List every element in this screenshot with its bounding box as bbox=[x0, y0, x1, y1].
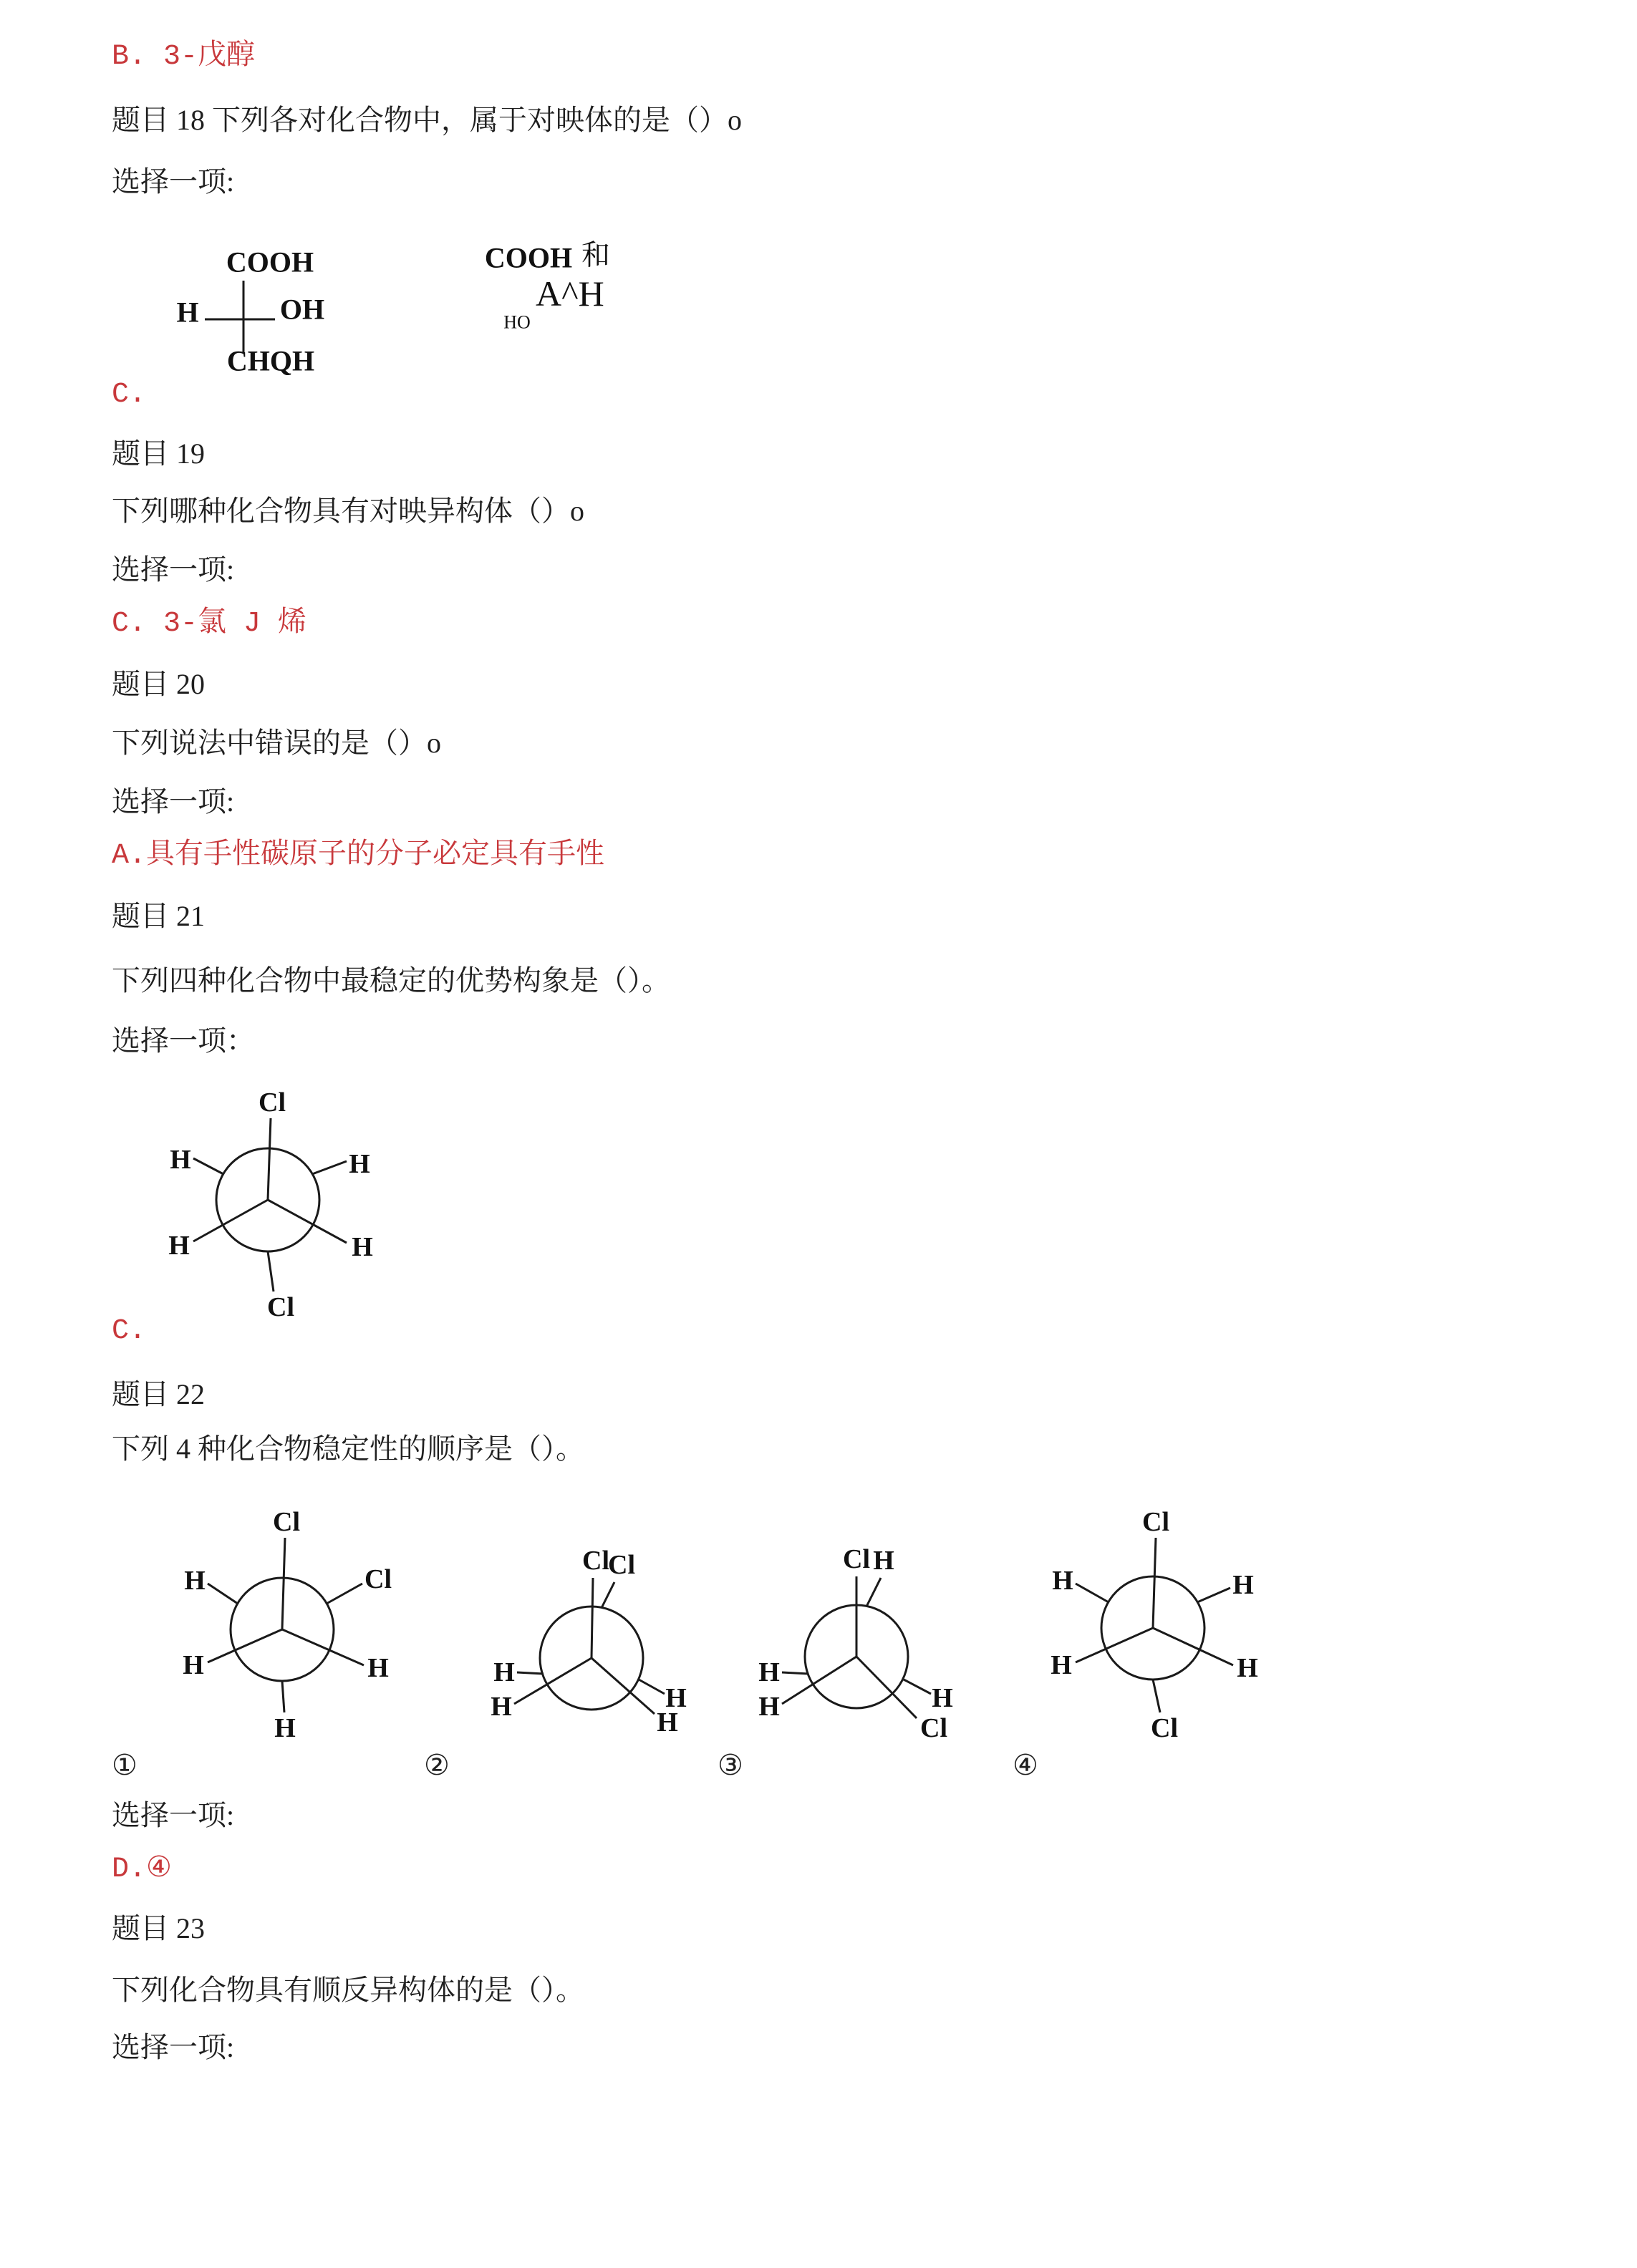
back-bond-top bbox=[602, 1582, 614, 1608]
front-lower-right-atom: H bbox=[1237, 1653, 1258, 1683]
q22-figure-2-number: ② bbox=[424, 1749, 450, 1782]
q18-answer: C. bbox=[112, 379, 147, 411]
back-bond-right bbox=[904, 1680, 931, 1694]
q18-title: 题目 18 下列各对化合物中，属于对映体的是（）o bbox=[112, 104, 742, 136]
q18-prompt: 选择一项: bbox=[112, 165, 235, 198]
right-lower-atom: Cl bbox=[920, 1713, 947, 1743]
q20-stem: 下列说法中错误的是（）o bbox=[112, 727, 441, 759]
second-molecule-top-group: COOH bbox=[484, 241, 573, 274]
front-lower-right-atom: H bbox=[352, 1232, 373, 1262]
right-upper-atom: H bbox=[932, 1683, 953, 1713]
back-bond-upper-right bbox=[1197, 1588, 1230, 1602]
back-bond-bottom bbox=[1153, 1680, 1160, 1712]
back-upper-right-atom: Cl bbox=[364, 1564, 392, 1594]
left-upper-atom: H bbox=[758, 1657, 780, 1687]
back-top-atom: Cl bbox=[608, 1550, 635, 1580]
front-bond-lower-right bbox=[591, 1658, 655, 1714]
back-bond-left bbox=[782, 1672, 808, 1674]
q22-figure-3-number: ③ bbox=[718, 1749, 743, 1782]
q18-fischer-figure bbox=[158, 229, 659, 387]
front-bond-lower-left bbox=[208, 1629, 282, 1662]
front-bond-top bbox=[591, 1578, 593, 1658]
back-upper-right-atom: H bbox=[1232, 1570, 1254, 1600]
q21-prompt: 选择一项： bbox=[112, 1024, 255, 1057]
fischer-right-group: OH bbox=[279, 293, 325, 326]
back-bond-left bbox=[517, 1672, 544, 1674]
q19-title: 题目 19 bbox=[112, 437, 205, 470]
back-upper-left-atom: H bbox=[1052, 1566, 1073, 1596]
q21-newman-projection bbox=[153, 1064, 397, 1336]
q23-stem: 下列化合物具有顺反异构体的是（）。 bbox=[112, 1974, 584, 2006]
q21-answer: C. bbox=[112, 1315, 147, 1347]
fischer-top-group: COOH bbox=[226, 246, 314, 278]
front-lower-left-atom: H bbox=[1051, 1650, 1072, 1680]
q20-prompt: 选择一项: bbox=[112, 785, 235, 818]
q17-answer: B. 3-戊醇 bbox=[112, 41, 256, 73]
q22-newman-figure-3 bbox=[742, 1521, 985, 1751]
back-upper-right-atom: H bbox=[349, 1149, 370, 1179]
q22-newman-figure-4 bbox=[1038, 1492, 1282, 1751]
second-molecule-main-group: A^H bbox=[536, 273, 604, 314]
front-bond-lower-left bbox=[1076, 1628, 1153, 1662]
back-bond-upper-left bbox=[208, 1584, 238, 1604]
q22-figure-4-number: ④ bbox=[1013, 1749, 1038, 1782]
q19-stem: 下列哪种化合物具有对映异构体（）o bbox=[112, 495, 584, 527]
second-molecule-left-group: HO bbox=[503, 311, 531, 333]
front-top-atom: Cl bbox=[1142, 1507, 1169, 1537]
front-lower-left-atom: H bbox=[183, 1650, 204, 1680]
q20-title: 题目 20 bbox=[112, 668, 205, 700]
q22-stem: 下列 4 种化合物稳定性的顺序是（）。 bbox=[112, 1433, 584, 1465]
q22-title: 题目 22 bbox=[112, 1378, 205, 1410]
q22-newman-figure-1 bbox=[168, 1493, 411, 1751]
left-upper-atom: H bbox=[493, 1657, 515, 1687]
q23-prompt: 选择一项: bbox=[112, 2031, 235, 2063]
back-upper-left-atom: H bbox=[184, 1566, 206, 1596]
front-bond-lower-left bbox=[514, 1658, 591, 1704]
front-lower-right-atom: H bbox=[367, 1653, 389, 1683]
back-bond-upper-left bbox=[193, 1158, 223, 1174]
back-bottom-atom: H bbox=[274, 1713, 296, 1743]
back-bond-upper-right bbox=[327, 1584, 362, 1604]
left-lower-atom: H bbox=[491, 1692, 512, 1722]
front-top-atom: Cl bbox=[843, 1544, 870, 1574]
fischer-left-group: H bbox=[176, 296, 199, 329]
fischer-bottom-group: CHQH bbox=[226, 344, 315, 377]
front-top-atom: Cl bbox=[273, 1507, 300, 1537]
back-bond-right bbox=[639, 1680, 665, 1694]
front-lower-left-atom: H bbox=[168, 1231, 190, 1261]
front-bond-top bbox=[268, 1118, 271, 1200]
q22-prompt: 选择一项: bbox=[112, 1799, 235, 1831]
front-bond-top bbox=[1153, 1538, 1156, 1628]
back-bottom-atom: Cl bbox=[1151, 1713, 1178, 1743]
q22-figure-1-number: ① bbox=[112, 1749, 137, 1782]
back-top-atom: H bbox=[873, 1546, 894, 1576]
conjunction-text: 和 bbox=[581, 238, 610, 271]
back-upper-left-atom: H bbox=[170, 1145, 191, 1175]
left-lower-atom: H bbox=[758, 1692, 780, 1722]
q19-answer: C. 3-氯 J 烯 bbox=[112, 608, 307, 640]
back-bond-upper-right bbox=[312, 1161, 347, 1174]
q22-answer: D.④ bbox=[112, 1853, 172, 1886]
front-bond-lower-right bbox=[268, 1200, 347, 1243]
right-lower-atom: H bbox=[657, 1707, 678, 1738]
front-bond-lower-left bbox=[782, 1657, 856, 1704]
q22-newman-figure-2 bbox=[477, 1522, 720, 1751]
q21-stem: 下列四种化合物中最稳定的优势构象是（）。 bbox=[112, 964, 670, 997]
back-bottom-atom: Cl bbox=[267, 1292, 294, 1322]
front-top-atom: Cl bbox=[582, 1546, 609, 1576]
front-top-atom: Cl bbox=[259, 1087, 286, 1118]
front-bond-top bbox=[282, 1538, 285, 1629]
right-upper-atom: H bbox=[665, 1683, 687, 1713]
back-bond-bottom bbox=[282, 1681, 284, 1712]
q23-title: 题目 23 bbox=[112, 1912, 205, 1944]
back-bond-top bbox=[866, 1578, 881, 1606]
q19-prompt: 选择一项: bbox=[112, 553, 235, 586]
back-bond-bottom bbox=[268, 1251, 274, 1292]
q21-title: 题目 21 bbox=[112, 900, 205, 932]
back-bond-upper-left bbox=[1076, 1584, 1109, 1602]
q20-answer: A.具有手性碳原子的分子必定具有手性 bbox=[112, 840, 605, 872]
